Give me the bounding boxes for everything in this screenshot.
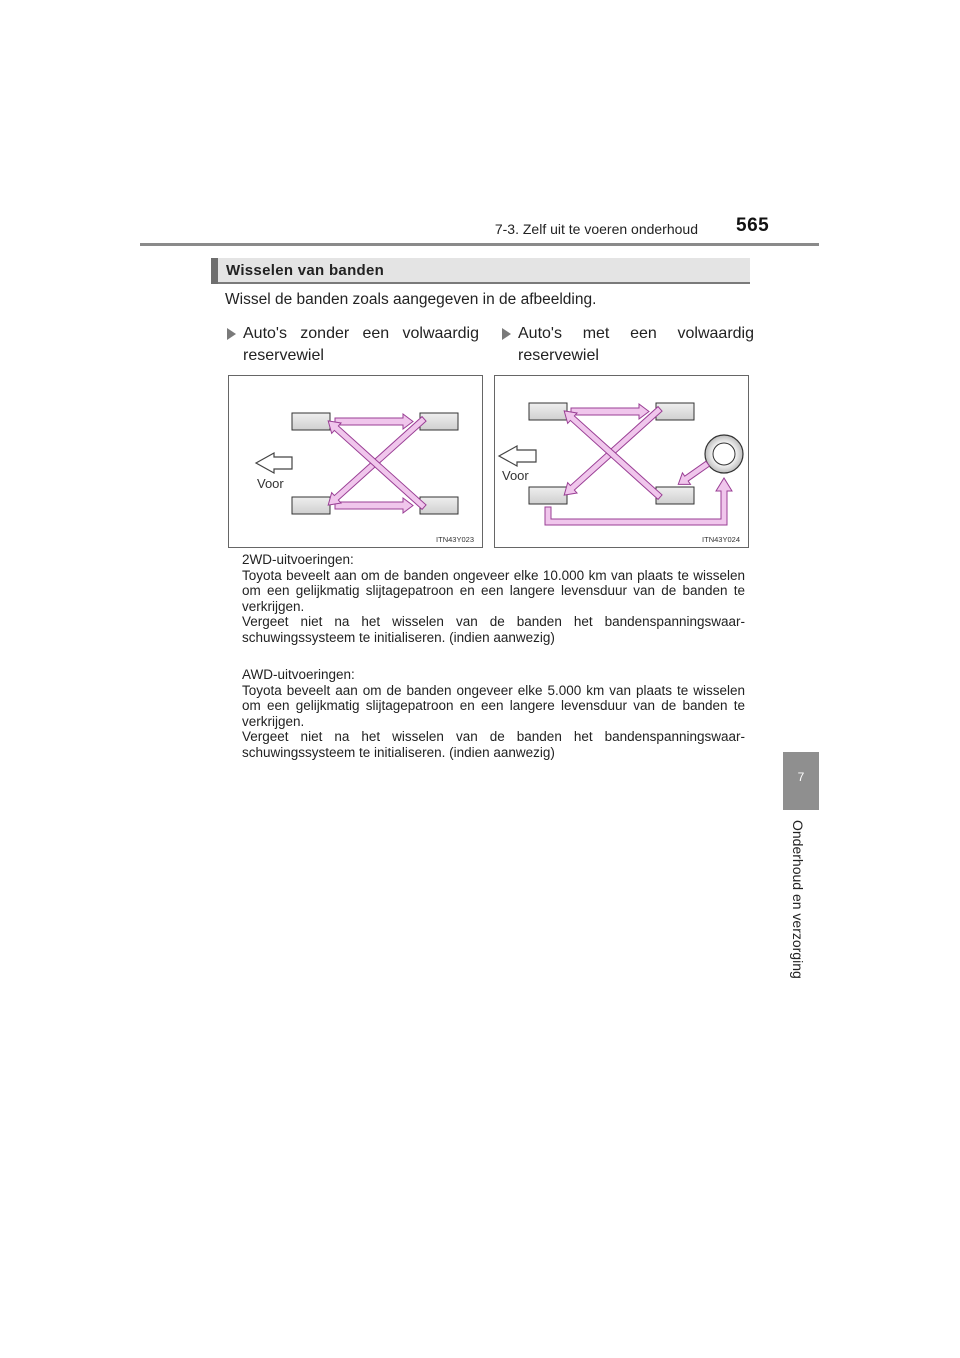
chapter-number: 7 (797, 770, 805, 784)
chapter-title-vertical (778, 820, 818, 990)
tire-front-left (529, 403, 567, 420)
front-direction-arrow-icon (256, 453, 292, 473)
figure-code: ITN43Y023 (436, 535, 474, 544)
header-section-title: 7-3. Zelf uit te voeren onderhoud (494, 221, 698, 237)
header-divider (140, 243, 819, 246)
note-2wd-reminder: Vergeet niet na het wisselen van de banden het bandenspanningswaar-schuwingssysteem te initialiseren. (indien aanwezig) (242, 614, 745, 645)
figure-heading-1-line2: reservewiel (243, 347, 324, 364)
tire-rotation-figure-without-spare (228, 375, 483, 548)
tire-front-right (292, 497, 330, 514)
arrow-front-to-rear-top (335, 414, 413, 429)
page-number: 565 (736, 215, 770, 236)
note-awd (242, 667, 745, 760)
tire-front-right (529, 487, 567, 504)
note-awd-body: Toyota beveelt aan om de banden ongeveer elke 5.000 km van plaats te wisselen om een gelijkmatig slijtagepatroon en een langere levensduur van de banden te verkrijgen. (242, 682, 745, 729)
tire-front-left (292, 413, 330, 430)
arrow-front-to-rear-top (571, 404, 649, 419)
section-title: Wisselen van banden (226, 262, 385, 279)
arrow-spare-to-rear (674, 458, 712, 490)
front-label: Voor (502, 468, 529, 483)
figure-heading-2-line2: reservewiel (518, 347, 599, 364)
note-awd-title: AWD-uitvoeringen: (242, 667, 355, 682)
tire-rotation-figure-with-spare (494, 375, 749, 548)
front-direction-arrow-icon (499, 446, 536, 466)
triangle-bullet-icon (502, 328, 511, 340)
figure-heading-2-line1: Auto's met een volwaardig (518, 325, 754, 342)
note-2wd-body: Toyota beveelt aan om de banden ongeveer elke 10.000 km van plaats te wisselen om een gelijkmatig slijtagepatroon en een langere levensduur van de banden te verkrijgen. (242, 567, 745, 614)
section-intro: Wissel de banden zoals aangegeven in de afbeelding. (225, 291, 597, 308)
figure-code: ITN43Y024 (702, 535, 740, 544)
note-2wd (242, 552, 745, 645)
front-label: Voor (257, 476, 284, 491)
figure-heading-1-line1: Auto's zonder een volwaardig (243, 325, 479, 342)
note-awd-reminder: Vergeet niet na het wisselen van de banden het bandenspanningswaar-schuwingssysteem te initialiseren. (indien aanwezig) (242, 729, 745, 760)
section-heading-marker (211, 258, 218, 284)
tire-rotation-diagram (229, 376, 484, 549)
tire-rotation-diagram (495, 376, 750, 549)
note-2wd-title: 2WD-uitvoeringen: (242, 552, 354, 567)
spare-tire-icon (705, 435, 743, 473)
chapter-title: Onderhoud en verzorging (790, 820, 806, 979)
triangle-bullet-icon (227, 328, 236, 340)
arrow-front-to-rear-bottom (335, 498, 413, 513)
